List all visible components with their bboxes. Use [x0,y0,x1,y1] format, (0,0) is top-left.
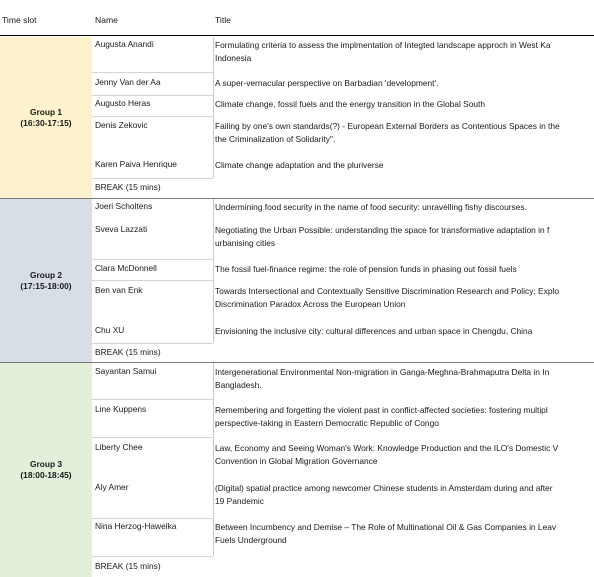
table-row-name: Karen Paiva Henrique [95,159,177,169]
table-row-name: Liberty Chee [95,442,143,452]
table-row-name: Chu XU [95,325,125,335]
table-row-name: Augusto Heras [95,98,151,108]
header-name: Name [95,15,118,25]
row-divider [92,343,213,344]
table-row-title: The fossil fuel-finance regime: the role of pension funds in phasing out fossil fuels [215,264,517,274]
group-2-slot [0,199,92,362]
header-time-slot: Time slot [2,15,37,25]
table-row-title: Envisioning the inclusive city: cultural differences and urban space in Chengdu, China [215,326,533,336]
group-1-time: (16:30-17:15) [20,117,72,128]
break-label: BREAK (15 mins) [95,182,161,192]
table-row-name: Line Kuppens [95,404,147,414]
row-divider [92,437,213,438]
table-row-name: Augusta Anandi [95,39,154,49]
table-row-title: Undermining food security in the name of food security: unravelling fishy discourses. [215,202,527,212]
row-divider [92,95,213,96]
break-label: BREAK (15 mins) [95,347,161,357]
header-title: Title [215,15,231,25]
group-3-time: (18:00-18:45) [20,470,72,480]
group-2-time: (17:15-18:00) [20,280,72,291]
table-row-name: Ben van Enk [95,285,143,295]
row-divider [92,259,213,260]
table-row-title: Remembering and forgetting the violent past in conflict-affected societies: fostering multipl perspective-taking in Eastern Democratic Republic of Congo [215,405,548,428]
group-separator [0,362,594,363]
row-divider [92,72,213,73]
row-divider [92,399,213,400]
row-divider [92,280,213,281]
table-row-title: A super-vernacular perspective on Barbadian 'development'. [215,78,439,88]
table-row-title: Failing by one's own standards(?) - European External Borders as Contentious Spaces in the the Criminalization of Solidarity". [215,121,560,144]
table-row-title: Climate change, fossil fuels and the energy transition in the Global South [215,99,486,109]
table-row-name: Sayantan Samui [95,366,157,376]
table-row-title: Between Incumbency and Demise – The Role of Multinational Oil & Gas Companies in Leav Fuels Underground [215,522,557,545]
table-header [0,0,594,36]
group-2-label: Group 2 [29,269,63,280]
table-row-title: Climate change adaptation and the pluriverse [215,160,384,170]
table-row-name: Denis Zekovic [95,120,148,130]
column-divider [213,363,214,556]
column-divider [213,199,214,343]
column-divider [213,37,214,178]
group-1-slot [0,37,92,198]
group-3-slot [0,363,92,577]
group-separator [0,198,594,199]
row-divider [92,178,213,179]
table-row-title: (Digital) spatial practice among newcomer Chinese students in Amsterdam during and after 19 Pandemic [215,483,553,506]
table-row-name: Nina Herzog-Hawelka [95,521,177,531]
table-row-title: Towards Intersectional and Contextually Sensitive Discrimination Research and Policy: Explo Discrimination Paradox Across the European Union [215,286,560,309]
table-row-title: Negotiating the Urban Possible: understanding the space for transformative adaptation in f urbanising cities [215,225,550,248]
table-row-name: Joeri Scholtens [95,201,153,211]
break-label: BREAK (15 mins) [95,561,161,571]
table-row-name: Aly Amer [95,482,129,492]
table-row-title: Law, Economy and Seeing Woman's Work: Knowledge Production and the ILO's Domestic V Convention in Global Migration Governance [215,443,559,466]
group-3-label: Group 3 [29,459,63,469]
table-row-name: Sveva Lazzati [95,224,148,234]
group-1-label: Group 1 [29,106,63,117]
table-row-title: Intergenerational Environmental Non-migration in Ganga-Meghna-Brahmaputra Delta in In Bangladesh. [215,367,550,390]
row-divider [92,556,213,557]
row-divider [92,116,213,117]
row-divider [92,518,213,519]
table-row-title: Formulating criteria to assess the implmentation of Integted landscape approch in West Ka Indonesia [215,40,551,63]
table-row-name: Clara McDonnell [95,263,157,273]
table-row-name: Jenny Van der Aa [95,77,161,87]
